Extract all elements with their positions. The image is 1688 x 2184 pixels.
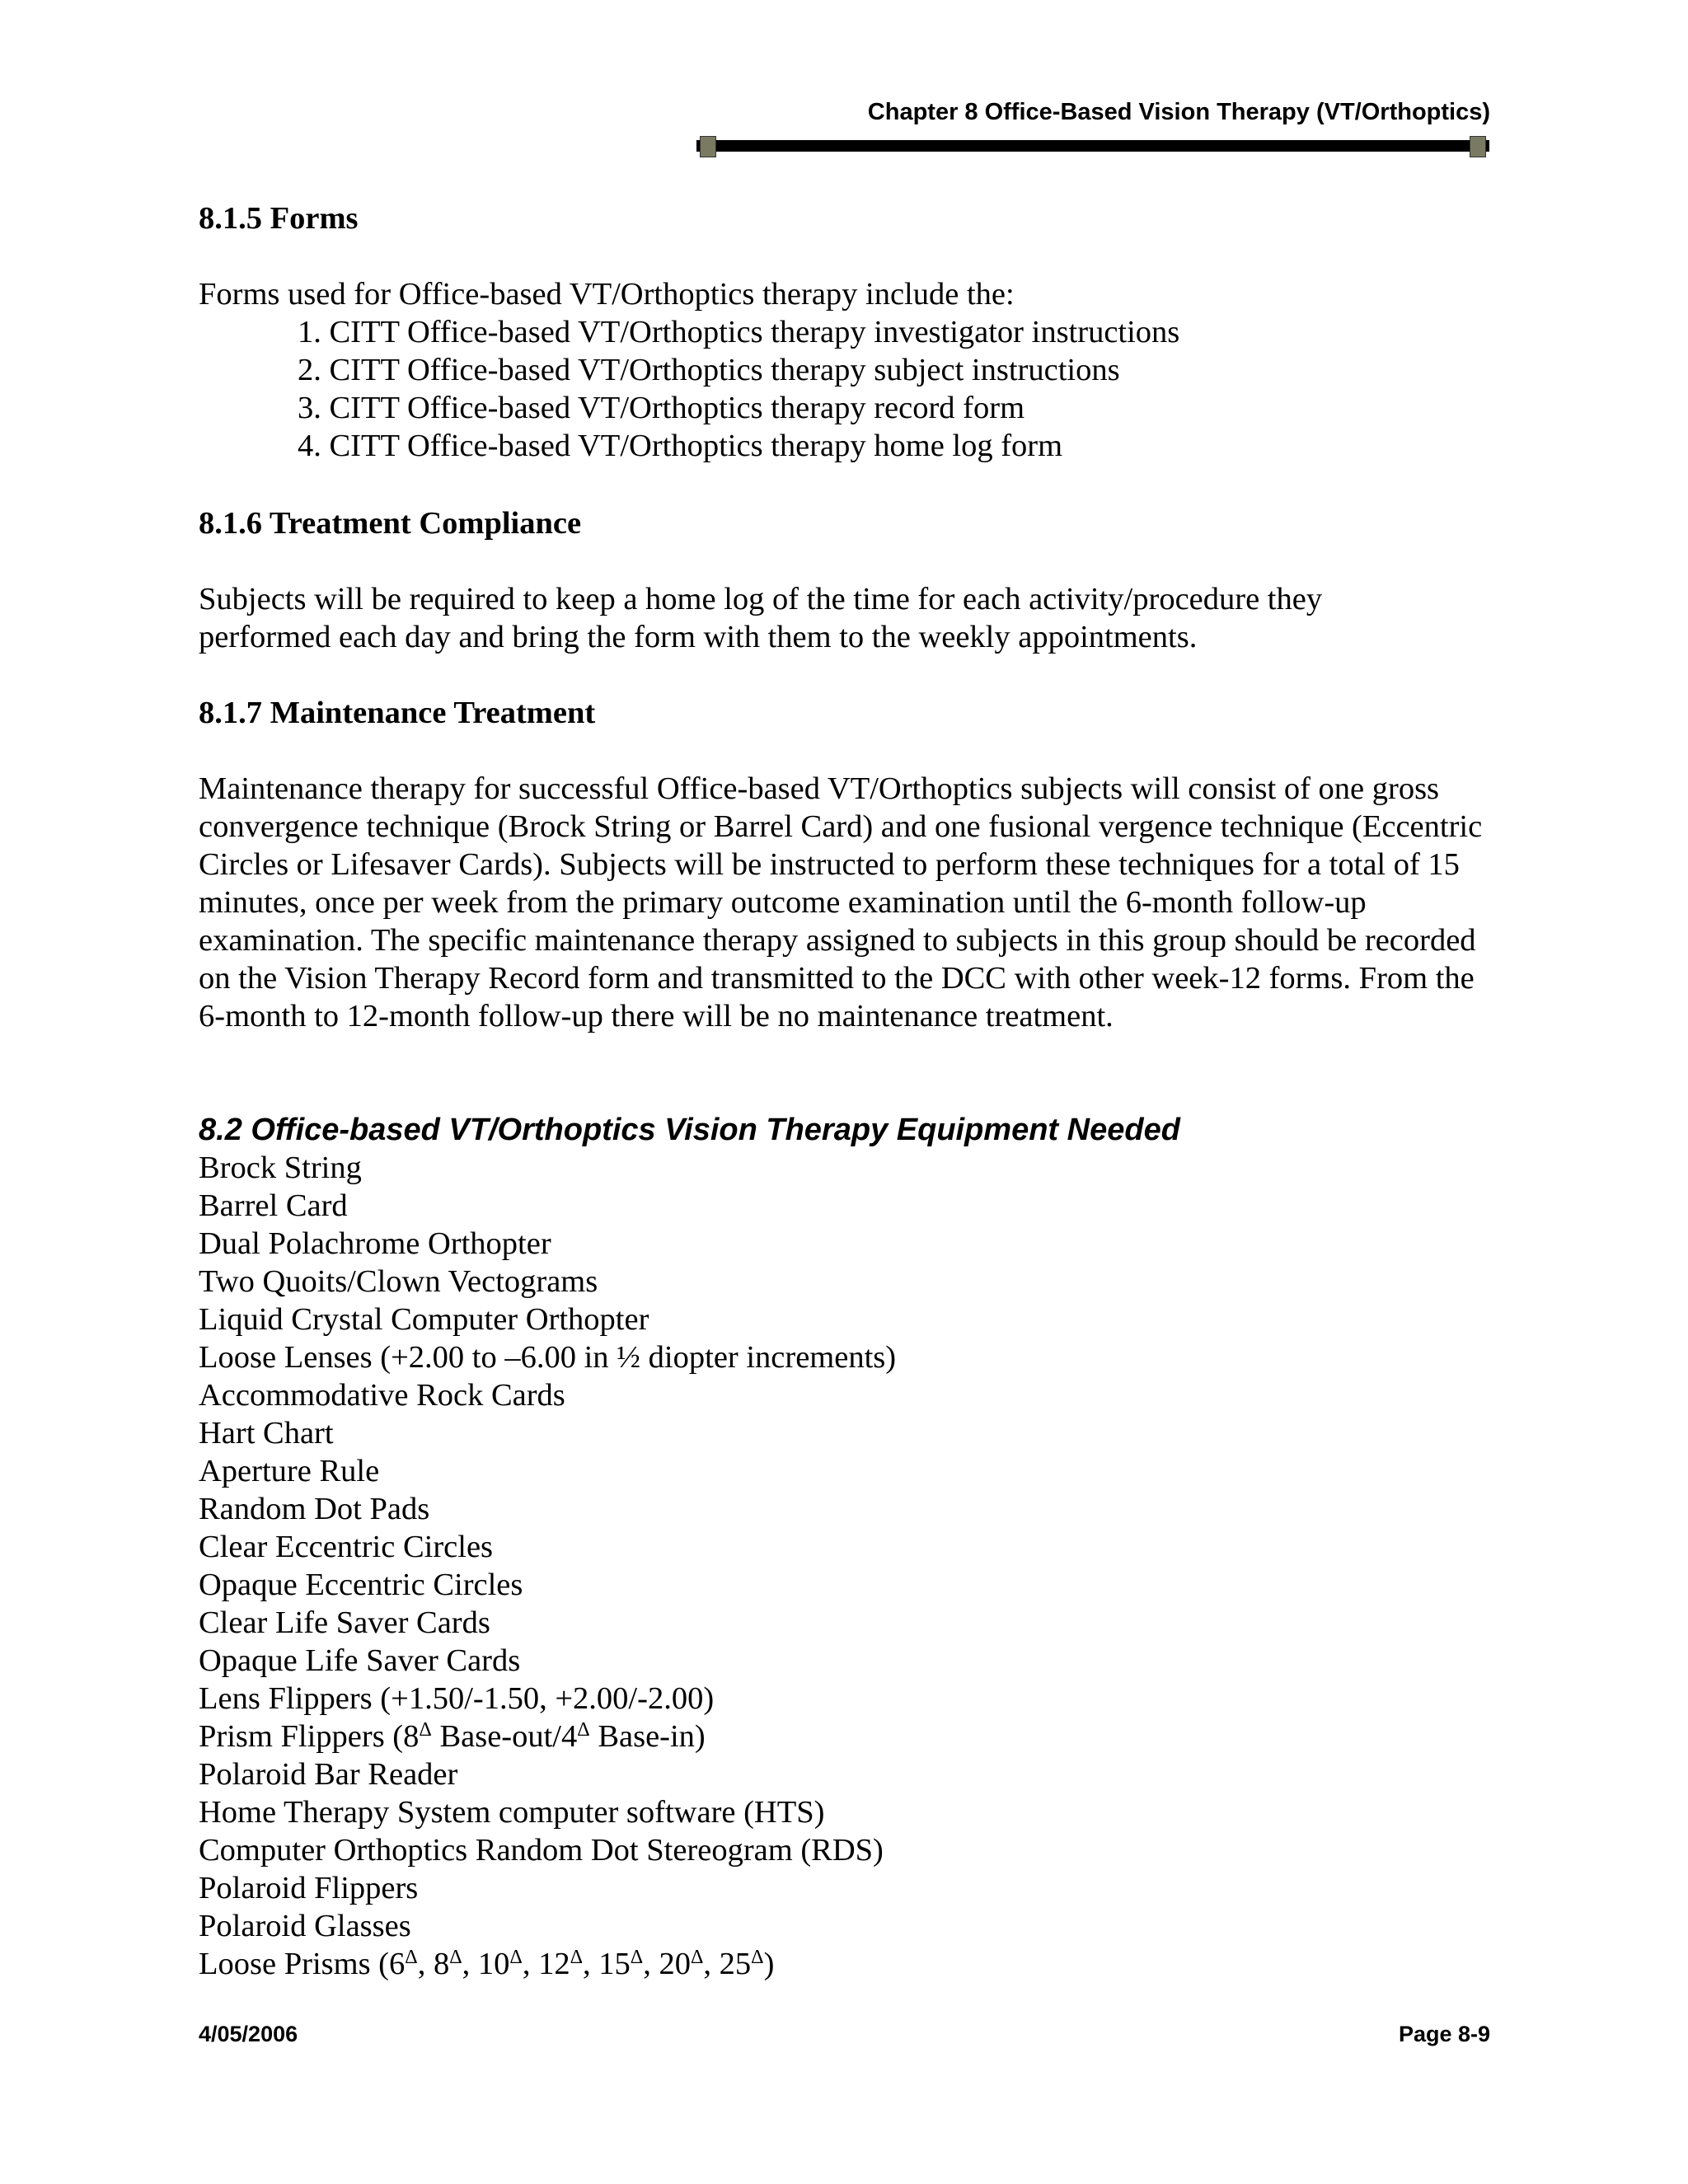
equipment-item: Clear Life Saver Cards (199, 1605, 490, 1640)
forms-section-body (199, 275, 1484, 465)
prism-separator: , (522, 1947, 539, 1981)
delta-symbol: Δ (577, 1719, 590, 1741)
delta-symbol: Δ (630, 1947, 644, 1968)
loose-prisms-prefix: Loose Prisms ( (199, 1947, 389, 1981)
forms-intro: Forms used for Office-based VT/Orthoptics therapy include the: (199, 277, 1015, 312)
equipment-item-prism-flippers (199, 1718, 1484, 1755)
prism-value: 12 (538, 1947, 570, 1981)
equipment-item: Accommodative Rock Cards (199, 1378, 565, 1413)
equipment-item: Loose Lenses (+2.00 to –6.00 in ½ diopter increments) (199, 1340, 897, 1375)
equipment-item: Opaque Life Saver Cards (199, 1643, 521, 1678)
section-heading-treatment-compliance: 8.1.6 Treatment Compliance (199, 506, 582, 541)
prism-separator: , (703, 1947, 720, 1981)
maintenance-treatment-paragraph: Maintenance therapy for successful Office-based VT/Orthoptics subjects will consist of one gross convergence technique (Brock String or Barrel Card) and one fusional vergence technique (Eccentric Circles or Lifesaver Cards). Subjects will be instructed to perform these techniques for a total of 15 minutes, once per week from the primary outcome examination until the 6-month follow-up examination. The specific maintenance therapy assigned to subjects in this group should be recorded on the Vision Therapy Record form and transmitted to the DCC with other week-12 forms. From the 6-month to 12-month follow-up there will be no maintenance treatment. (199, 771, 1483, 1033)
section-heading-forms: 8.1.5 Forms (199, 201, 359, 236)
prism-separator: , (643, 1947, 659, 1981)
prism-value: 6 (389, 1947, 406, 1981)
prism-flippers-text-1: Prism Flippers (8 (199, 1719, 420, 1754)
rule-end-cap-right (1470, 136, 1486, 157)
prism-separator: , (417, 1947, 434, 1981)
running-header: Chapter 8 Office-Based Vision Therapy (VT/Orthoptics) (867, 99, 1490, 125)
prism-flippers-text-3: Base-in) (589, 1719, 706, 1754)
equipment-item: Lens Flippers (+1.50/-1.50, +2.00/-2.00) (199, 1681, 715, 1716)
footer-page-number: Page 8-9 (1398, 2022, 1490, 2046)
loose-prisms-suffix: ) (763, 1947, 775, 1981)
equipment-item: Two Quoits/Clown Vectograms (199, 1264, 598, 1299)
equipment-item: Home Therapy System computer software (HTS) (199, 1795, 825, 1830)
prism-value: 20 (659, 1947, 691, 1981)
equipment-item: Barrel Card (199, 1188, 348, 1223)
delta-symbol: Δ (690, 1947, 704, 1968)
section-heading-equipment: 8.2 Office-based VT/Orthoptics Vision Therapy Equipment Needed (199, 1113, 1180, 1147)
equipment-item-loose-prisms (199, 1945, 1484, 1983)
prism-flippers-text-2: Base-out/4 (431, 1719, 578, 1754)
treatment-compliance-paragraph: Subjects will be required to keep a home log of the time for each activity/procedure they performed each day and bring the form with them to the weekly appointments. (199, 582, 1323, 654)
equipment-item: Computer Orthoptics Random Dot Stereogram (RDS) (199, 1833, 884, 1868)
equipment-item: Brock String (199, 1151, 362, 1185)
loose-prisms-values (389, 1947, 764, 1981)
forms-list (199, 313, 1484, 465)
forms-list-item: 1. CITT Office-based VT/Orthoptics therapy investigator instructions (298, 315, 1180, 349)
equipment-section-body (199, 1149, 1484, 1983)
equipment-item: Dual Polachrome Orthopter (199, 1226, 551, 1261)
delta-symbol: Δ (751, 1947, 764, 1968)
equipment-item: Aperture Rule (199, 1454, 380, 1488)
equipment-item: Polaroid Flippers (199, 1871, 419, 1905)
equipment-item: Liquid Crystal Computer Orthopter (199, 1302, 649, 1337)
footer-date: 4/05/2006 (199, 2022, 298, 2046)
equipment-item: Hart Chart (199, 1416, 334, 1451)
equipment-item: Polaroid Bar Reader (199, 1757, 458, 1792)
forms-list-item: 2. CITT Office-based VT/Orthoptics therapy subject instructions (298, 353, 1120, 387)
equipment-item: Random Dot Pads (199, 1492, 430, 1526)
prism-value: 15 (598, 1947, 631, 1981)
delta-symbol: Δ (509, 1947, 523, 1968)
prism-value: 25 (719, 1947, 752, 1981)
forms-list-item: 3. CITT Office-based VT/Orthoptics therapy record form (298, 391, 1025, 425)
prism-value: 8 (433, 1947, 450, 1981)
equipment-list (199, 1149, 1484, 1983)
rule-end-cap-left (700, 136, 716, 157)
delta-symbol: Δ (570, 1947, 583, 1968)
equipment-item: Clear Eccentric Circles (199, 1530, 494, 1564)
prism-value: 10 (477, 1947, 510, 1981)
delta-symbol: Δ (449, 1947, 462, 1968)
section-heading-maintenance-treatment: 8.1.7 Maintenance Treatment (199, 696, 596, 730)
header-rule (696, 140, 1489, 152)
prism-separator: , (583, 1947, 599, 1981)
prism-separator: , (462, 1947, 478, 1981)
forms-list-item: 4. CITT Office-based VT/Orthoptics therapy home log form (298, 429, 1063, 463)
equipment-item: Opaque Eccentric Circles (199, 1568, 523, 1602)
delta-symbol: Δ (419, 1719, 432, 1741)
delta-symbol: Δ (405, 1947, 418, 1968)
equipment-item: Polaroid Glasses (199, 1909, 411, 1943)
